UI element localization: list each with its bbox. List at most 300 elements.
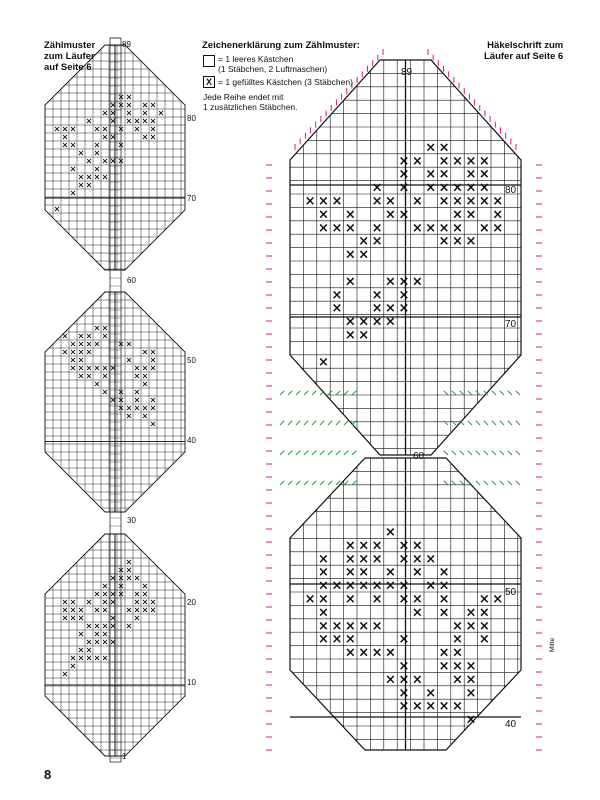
filled-cell-mark: ×	[141, 363, 149, 373]
filled-cell-mark: ×	[149, 395, 157, 405]
filled-cell-mark: ×	[77, 355, 85, 365]
stitch-symbol	[516, 421, 520, 425]
filled-cell-mark: ×	[398, 167, 410, 183]
filled-cell-mark: ×	[465, 234, 477, 250]
filled-cell-mark: ×	[344, 632, 356, 648]
filled-cell-mark: ×	[141, 132, 149, 142]
filled-cell-mark: ×	[69, 124, 77, 134]
filled-cell-mark: ×	[77, 653, 85, 663]
filled-cell-mark: ×	[85, 331, 93, 341]
filled-cell-mark: ×	[344, 327, 356, 343]
filled-cell-mark: ×	[101, 363, 109, 373]
filled-cell-mark: ×	[109, 116, 117, 126]
filled-cell-mark: ×	[478, 180, 490, 196]
filled-cell-mark: ×	[438, 699, 450, 715]
filled-cell-mark: ×	[85, 172, 93, 182]
filled-cell-mark: ×	[149, 132, 157, 142]
filled-cell-mark: ×	[398, 699, 410, 715]
filled-cell-mark: ×	[331, 618, 343, 634]
stitch-symbol	[444, 391, 448, 395]
filled-cell-mark: ×	[398, 658, 410, 674]
filled-cell-mark: ×	[398, 287, 410, 303]
filled-cell-mark: ×	[93, 589, 101, 599]
filled-cell-mark: ×	[77, 629, 85, 639]
filled-cell-mark: ×	[125, 411, 133, 421]
filled-cell-mark: ×	[304, 591, 316, 607]
filled-cell-mark: ×	[149, 100, 157, 110]
stitch-symbol	[304, 481, 308, 485]
legend-empty-line: = 1 leeres Kästchen	[218, 54, 294, 64]
filled-cell-mark: ×	[358, 565, 370, 581]
right-title	[484, 40, 563, 62]
filled-cell-mark: ×	[425, 685, 437, 701]
filled-cell-mark: ×	[125, 403, 133, 413]
filled-cell-mark: ×	[77, 339, 85, 349]
left-row-number-10: 10	[187, 678, 196, 687]
filled-cell-mark: ×	[85, 371, 93, 381]
filled-cell-mark: ×	[149, 355, 157, 365]
filled-cell-mark: ×	[93, 379, 101, 389]
filled-cell-mark: ×	[149, 124, 157, 134]
stitch-symbol	[312, 481, 316, 485]
filled-cell-mark: ×	[371, 287, 383, 303]
filled-cell-mark: ×	[371, 538, 383, 554]
stitch-symbol	[288, 391, 292, 395]
filled-cell-mark: ×	[331, 287, 343, 303]
stitch-symbol	[336, 421, 340, 425]
filled-cell-mark: ×	[452, 180, 463, 196]
filled-cell-mark: ×	[77, 605, 85, 615]
stitch-symbol	[444, 451, 448, 455]
filled-cell-mark: ×	[411, 565, 423, 581]
filled-cell-mark: ×	[93, 148, 101, 158]
filled-cell-mark: ×	[438, 565, 450, 581]
filled-cell-mark: ×	[69, 363, 77, 373]
filled-cell-mark: ×	[133, 605, 141, 615]
right-row-number-89: 89	[401, 67, 413, 78]
filled-cell-mark: ×	[358, 247, 370, 263]
filled-cell-mark: ×	[133, 124, 141, 134]
filled-cell-mark: ×	[101, 124, 109, 134]
filled-cell-mark: ×	[125, 605, 133, 615]
filled-cell-mark: ×	[141, 379, 149, 389]
filled-cell-mark: ×	[149, 403, 157, 413]
filled-cell-mark: ×	[109, 132, 117, 142]
right-row-number-40: 40	[505, 719, 517, 730]
filled-cell-mark: ×	[492, 193, 504, 209]
filled-cell-mark: ×	[117, 403, 125, 413]
filled-cell-mark: ×	[478, 618, 490, 634]
filled-cell-mark: ×	[53, 124, 61, 134]
filled-cell-mark: ×	[465, 193, 477, 209]
filled-cell-mark: ×	[133, 363, 141, 373]
filled-cell-mark: ×	[438, 153, 450, 169]
stitch-symbol	[484, 481, 488, 485]
filled-cell-mark: ×	[141, 589, 149, 599]
filled-cell-mark: ×	[93, 339, 101, 349]
filled-cell-mark: ×	[411, 220, 423, 236]
filled-cell-mark: ×	[85, 621, 93, 631]
filled-cell-mark: ×	[101, 387, 109, 397]
filled-box-mark: X	[205, 77, 212, 87]
filled-cell-mark: ×	[452, 618, 463, 634]
filled-cell-mark: ×	[93, 637, 101, 647]
stitch-symbol	[468, 391, 472, 395]
filled-cell-mark: ×	[478, 153, 490, 169]
filled-cell-mark: ×	[117, 573, 125, 583]
filled-cell-mark: ×	[385, 193, 396, 209]
filled-cell-mark: ×	[93, 124, 101, 134]
filled-cell-mark: ×	[452, 193, 463, 209]
stitch-symbol	[280, 481, 284, 485]
filled-cell-mark: ×	[117, 100, 125, 110]
filled-cell-mark: ×	[93, 653, 101, 663]
filled-cell-mark: ×	[318, 605, 329, 621]
filled-cell-mark: ×	[411, 672, 423, 688]
filled-cell-mark: ×	[141, 108, 149, 118]
filled-cell-mark: ×	[77, 363, 85, 373]
filled-cell-mark: ×	[344, 247, 356, 263]
filled-cell-mark: ×	[371, 220, 383, 236]
filled-cell-mark: ×	[157, 108, 165, 118]
filled-cell-mark: ×	[465, 605, 477, 621]
filled-cell-mark: ×	[492, 220, 504, 236]
filled-cell-mark: ×	[61, 331, 69, 341]
filled-cell-mark: ×	[117, 565, 125, 575]
filled-cell-mark: ×	[492, 591, 504, 607]
stitch-symbol	[288, 451, 292, 455]
filled-cell-mark: ×	[77, 172, 85, 182]
filled-cell-mark: ×	[398, 685, 410, 701]
filled-cell-mark: ×	[318, 578, 329, 594]
stitch-symbol	[500, 451, 504, 455]
filled-cell-mark: ×	[125, 116, 133, 126]
left-row-number-20: 20	[187, 598, 196, 607]
stitch-symbol	[500, 421, 504, 425]
legend-note-line: Jede Reihe endet mit	[203, 92, 284, 102]
stitch-symbol	[352, 421, 356, 425]
filled-cell-mark: ×	[117, 589, 125, 599]
stitch-symbol	[460, 391, 464, 395]
filled-cell-mark: ×	[93, 140, 101, 150]
filled-cell-mark: ×	[411, 551, 423, 567]
filled-cell-mark: ×	[465, 153, 477, 169]
filled-cell-mark: ×	[69, 661, 77, 671]
filled-cell-mark: ×	[69, 355, 77, 365]
filled-cell-mark: ×	[61, 669, 69, 679]
filled-cell-mark: ×	[452, 234, 463, 250]
right-title-line: Häkelschrift zum	[487, 40, 564, 51]
stitch-symbol	[328, 481, 332, 485]
filled-cell-mark: ×	[371, 314, 383, 330]
filled-cell-mark: ×	[85, 637, 93, 647]
stitch-symbol	[468, 481, 472, 485]
filled-cell-mark: ×	[385, 565, 396, 581]
filled-cell-mark: ×	[492, 207, 504, 223]
filled-cell-mark: ×	[61, 124, 69, 134]
filled-cell-mark: ×	[61, 140, 69, 150]
filled-cell-mark: ×	[478, 632, 490, 648]
stitch-symbol	[460, 481, 464, 485]
green-transition-stitches	[280, 391, 520, 485]
filled-cell-mark: ×	[109, 589, 117, 599]
filled-cell-mark: ×	[101, 637, 109, 647]
filled-cell-mark: ×	[452, 632, 463, 648]
filled-cell-mark: ×	[117, 339, 125, 349]
filled-cell-mark: ×	[478, 605, 490, 621]
stitch-symbol	[460, 451, 464, 455]
left-row-number-89: 89	[122, 40, 131, 49]
stitch-symbol	[296, 481, 300, 485]
filled-cell-mark: ×	[109, 573, 117, 583]
filled-cell-mark: ×	[398, 632, 410, 648]
filled-cell-mark: ×	[438, 658, 450, 674]
filled-cell-mark: ×	[149, 116, 157, 126]
filled-cell-mark: ×	[101, 589, 109, 599]
left-row-number-1: 1	[122, 752, 127, 761]
filled-cell-mark: ×	[77, 180, 85, 190]
stitch-symbol	[312, 451, 316, 455]
filled-cell-mark: ×	[358, 551, 370, 567]
stitch-symbol	[304, 421, 308, 425]
left-row-number-50: 50	[187, 356, 196, 365]
stitch-symbol	[312, 391, 316, 395]
filled-cell-mark: ×	[109, 597, 117, 607]
empty-box-symbol	[203, 55, 215, 67]
stitch-symbol	[516, 451, 520, 455]
filled-cell-mark: ×	[344, 274, 356, 290]
filled-cell-mark: ×	[371, 193, 383, 209]
filled-cell-mark: ×	[69, 188, 77, 198]
stitch-symbol	[304, 451, 308, 455]
filled-cell-mark: ×	[371, 301, 383, 317]
filled-cell-mark: ×	[344, 618, 356, 634]
filled-cell-mark: ×	[438, 645, 450, 661]
filled-cell-mark: ×	[101, 621, 109, 631]
filled-cell-mark: ×	[133, 613, 141, 623]
filled-cell-mark: ×	[69, 164, 77, 174]
filled-cell-mark: ×	[141, 100, 149, 110]
filled-cell-mark: ×	[478, 193, 490, 209]
filled-cell-mark: ×	[385, 645, 396, 661]
left-title-line: auf Seite 6	[44, 62, 92, 73]
filled-cell-mark: ×	[358, 538, 370, 554]
filled-cell-mark: ×	[109, 395, 117, 405]
filled-cell-mark: ×	[318, 565, 329, 581]
left-row-number-70: 70	[187, 194, 196, 203]
stitch-symbol	[280, 451, 284, 455]
filled-cell-mark: ×	[101, 581, 109, 591]
right-row-number-60: 60	[413, 451, 425, 462]
filled-cell-mark: ×	[77, 148, 85, 158]
filled-cell-mark: ×	[398, 274, 410, 290]
stitch-symbol	[336, 451, 340, 455]
filled-cell-mark: ×	[85, 653, 93, 663]
filled-cell-mark: ×	[101, 156, 109, 166]
filled-cell-mark: ×	[398, 578, 410, 594]
filled-cell-mark: ×	[149, 347, 157, 357]
filled-cell-mark: ×	[318, 193, 329, 209]
stitch-symbol	[492, 451, 496, 455]
filled-cell-mark: ×	[425, 699, 437, 715]
filled-cell-mark: ×	[411, 153, 423, 169]
stitch-symbol	[492, 421, 496, 425]
stitch-symbol	[296, 451, 300, 455]
right-row-number-70: 70	[505, 319, 517, 330]
legend-note	[203, 92, 298, 112]
stitch-symbol	[288, 421, 292, 425]
stitch-symbol	[296, 391, 300, 395]
stitch-symbol	[280, 421, 284, 425]
filled-cell-mark: ×	[93, 629, 101, 639]
filled-cell-mark: ×	[358, 314, 370, 330]
filled-cell-mark: ×	[101, 605, 109, 615]
filled-cell-mark: ×	[141, 347, 149, 357]
filled-cell-mark: ×	[344, 551, 356, 567]
filled-cell-mark: ×	[69, 339, 77, 349]
stitch-symbol	[476, 421, 480, 425]
filled-cell-mark: ×	[141, 581, 149, 591]
right-hex-1-marks	[305, 140, 504, 369]
filled-cell-mark: ×	[69, 613, 77, 623]
filled-cell-mark: ×	[344, 314, 356, 330]
stitch-symbol	[344, 391, 348, 395]
stitch-symbol	[344, 421, 348, 425]
left-title	[44, 40, 95, 73]
stitch-symbol	[508, 481, 512, 485]
filled-cell-mark: ×	[318, 618, 329, 634]
stitch-symbol	[452, 451, 456, 455]
filled-cell-mark: ×	[331, 301, 343, 317]
filled-cell-mark: ×	[101, 172, 109, 182]
filled-cell-mark: ×	[411, 193, 423, 209]
filled-cell-mark: ×	[85, 180, 93, 190]
filled-cell-mark: ×	[425, 551, 437, 567]
filled-cell-mark: ×	[61, 132, 69, 142]
filled-cell-mark: ×	[149, 605, 157, 615]
stitch-symbol	[336, 391, 340, 395]
filled-cell-mark: ×	[398, 591, 410, 607]
filled-cell-mark: ×	[398, 672, 410, 688]
filled-cell-mark: ×	[125, 355, 133, 365]
filled-cell-mark: ×	[141, 605, 149, 615]
filled-cell-mark: ×	[125, 108, 133, 118]
filled-cell-mark: ×	[69, 605, 77, 615]
filled-cell-mark: ×	[141, 597, 149, 607]
stitch-symbol	[500, 391, 504, 395]
filled-cell-mark: ×	[125, 92, 133, 102]
filled-cell-mark: ×	[125, 100, 133, 110]
left-row-number-80: 80	[187, 114, 196, 123]
filled-cell-mark: ×	[85, 116, 93, 126]
filled-cell-mark: ×	[141, 411, 149, 421]
filled-cell-mark: ×	[53, 204, 61, 214]
filled-cell-mark: ×	[85, 339, 93, 349]
filled-cell-mark: ×	[344, 207, 356, 223]
filled-cell-mark: ×	[331, 193, 343, 209]
filled-cell-mark: ×	[411, 274, 423, 290]
stitch-symbol	[492, 391, 496, 395]
filled-cell-mark: ×	[85, 347, 93, 357]
stitch-symbol	[312, 421, 316, 425]
filled-cell-mark: ×	[358, 234, 370, 250]
filled-cell-mark: ×	[318, 354, 329, 370]
filled-cell-mark: ×	[398, 153, 410, 169]
stitch-symbol	[444, 481, 448, 485]
page-number: 8	[44, 767, 52, 782]
filled-cell-mark: ×	[385, 274, 396, 290]
filled-cell-mark: ×	[344, 565, 356, 581]
filled-cell-mark: ×	[125, 621, 133, 631]
stitch-symbol	[516, 481, 520, 485]
legend-empty-text	[218, 54, 327, 74]
filled-cell-mark: ×	[117, 581, 125, 591]
filled-cell-mark: ×	[385, 207, 396, 223]
filled-cell-mark: ×	[101, 653, 109, 663]
left-title-line: zum Läufer	[44, 51, 95, 62]
filled-cell-mark: ×	[331, 220, 343, 236]
filled-cell-mark: ×	[77, 613, 85, 623]
stitch-symbol	[444, 421, 448, 425]
stitch-symbol	[492, 481, 496, 485]
filled-cell-mark: ×	[452, 699, 463, 715]
filled-cell-mark: ×	[69, 597, 77, 607]
filled-cell-mark: ×	[117, 140, 125, 150]
filled-cell-mark: ×	[318, 220, 329, 236]
filled-cell-mark: ×	[93, 621, 101, 631]
filled-cell-mark: ×	[452, 658, 463, 674]
filled-cell-mark: ×	[133, 597, 141, 607]
filled-cell-mark: ×	[465, 167, 477, 183]
stitch-symbol	[320, 481, 324, 485]
filled-cell-mark: ×	[385, 672, 396, 688]
filled-cell-mark: ×	[109, 613, 117, 623]
filled-cell-mark: ×	[133, 116, 141, 126]
filled-cell-mark: ×	[133, 573, 141, 583]
stitch-symbol	[508, 421, 512, 425]
filled-cell-mark: ×	[398, 538, 410, 554]
filled-cell-mark: ×	[318, 632, 329, 648]
left-row-number-60: 60	[127, 276, 136, 285]
filled-cell-mark: ×	[93, 172, 101, 182]
filled-cell-mark: ×	[109, 621, 117, 631]
left-row-number-40: 40	[187, 436, 196, 445]
legend-note-line: 1 zusätzlichen Stäbchen.	[203, 102, 298, 112]
filled-cell-mark: ×	[385, 301, 396, 317]
filled-cell-mark: ×	[125, 557, 133, 567]
stitch-symbol	[320, 451, 324, 455]
filled-cell-mark: ×	[331, 578, 343, 594]
filled-cell-mark: ×	[101, 629, 109, 639]
filled-cell-mark: ×	[371, 618, 383, 634]
right-title-line: Läufer auf Seite 6	[484, 51, 564, 62]
filled-cell-mark: ×	[452, 672, 463, 688]
filled-cell-mark: ×	[61, 347, 69, 357]
filled-cell-mark: ×	[478, 167, 490, 183]
filled-cell-mark: ×	[109, 100, 117, 110]
filled-cell-mark: ×	[69, 347, 77, 357]
filled-cell-mark: ×	[125, 339, 133, 349]
filled-cell-mark: ×	[371, 551, 383, 567]
filled-cell-mark: ×	[61, 613, 69, 623]
filled-cell-mark: ×	[438, 140, 450, 156]
filled-cell-mark: ×	[133, 403, 141, 413]
stitch-symbol	[296, 421, 300, 425]
filled-cell-mark: ×	[93, 363, 101, 373]
filled-cell-mark: ×	[385, 524, 396, 540]
filled-cell-mark: ×	[438, 167, 450, 183]
stitch-symbol	[452, 481, 456, 485]
